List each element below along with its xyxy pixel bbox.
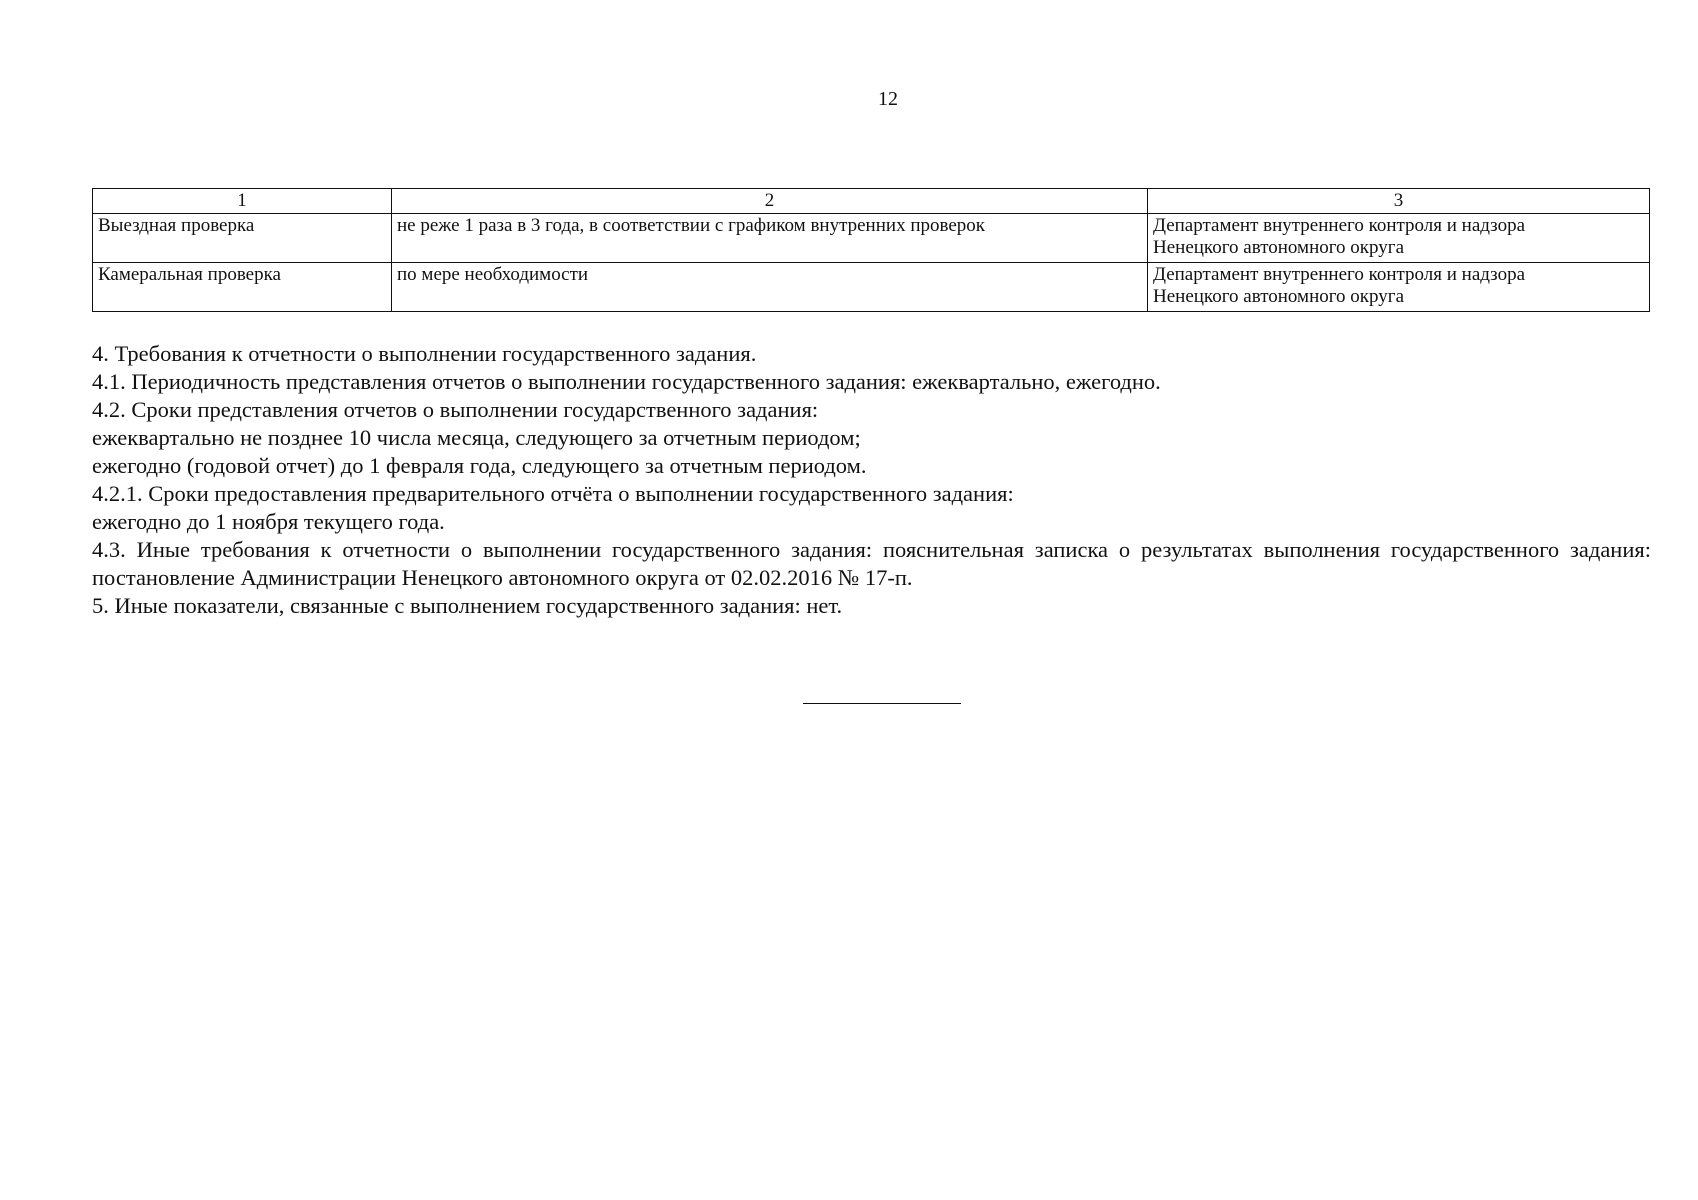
section-4-3-paragraph: 4.3. Иные требования к отчетности о выполнении государственного задания: пояснительная записка о результатах выполнения государственного задания: постановление Администрации Ненецкого автономного округа от 02.02.2016 № 17-п. — [92, 537, 1651, 590]
section-5-paragraph: 5. Иные показатели, связанные с выполнением государственного задания: нет. — [92, 593, 843, 618]
control-form-cell: Выездная проверка — [93, 214, 392, 263]
section-4-1-paragraph: 4.1. Периодичность представления отчетов о выполнении государственного задания: ежеквартально, ежегодно. — [92, 369, 1161, 394]
control-authority-cell — [1148, 214, 1650, 263]
end-of-document-rule — [803, 703, 961, 704]
preliminary-deadline-line: ежегодно до 1 ноября текущего года. — [92, 509, 445, 534]
annual-deadline-line: ежегодно (годовой отчет) до 1 февраля года, следующего за отчетным периодом. — [92, 453, 867, 478]
section-4-2-paragraph: 4.2. Сроки представления отчетов о выполнении государственного задания: — [92, 397, 819, 422]
authority-line-2: Ненецкого автономного округа — [1153, 286, 1405, 307]
table-header-col-3: 3 — [1148, 189, 1650, 214]
control-forms-table — [92, 188, 1650, 312]
control-authority-cell — [1148, 263, 1650, 312]
page-number: 12 — [878, 88, 898, 110]
table-header-row — [93, 189, 1650, 214]
control-form-cell: Камеральная проверка — [93, 263, 392, 312]
authority-line-2: Ненецкого автономного округа — [1153, 237, 1405, 258]
section-4-heading: 4. Требования к отчетности о выполнении государственного задания. — [92, 341, 757, 366]
authority-line-1: Департамент внутреннего контроля и надзора — [1153, 264, 1526, 285]
control-frequency-cell: по мере необходимости — [392, 263, 1148, 312]
table-header-col-2: 2 — [392, 189, 1148, 214]
table-row — [93, 214, 1650, 263]
table-header-col-1: 1 — [93, 189, 392, 214]
section-4-2-1-paragraph: 4.2.1. Сроки предоставления предварительного отчёта о выполнении государственного задания: — [92, 481, 1014, 506]
table-row — [93, 263, 1650, 312]
control-frequency-cell: не реже 1 раза в 3 года, в соответствии с графиком внутренних проверок — [392, 214, 1148, 263]
authority-line-1: Департамент внутреннего контроля и надзора — [1153, 215, 1526, 236]
quarterly-deadline-line: ежеквартально не позднее 10 числа месяца, следующего за отчетным периодом; — [92, 425, 861, 450]
reporting-requirements — [92, 340, 1651, 620]
